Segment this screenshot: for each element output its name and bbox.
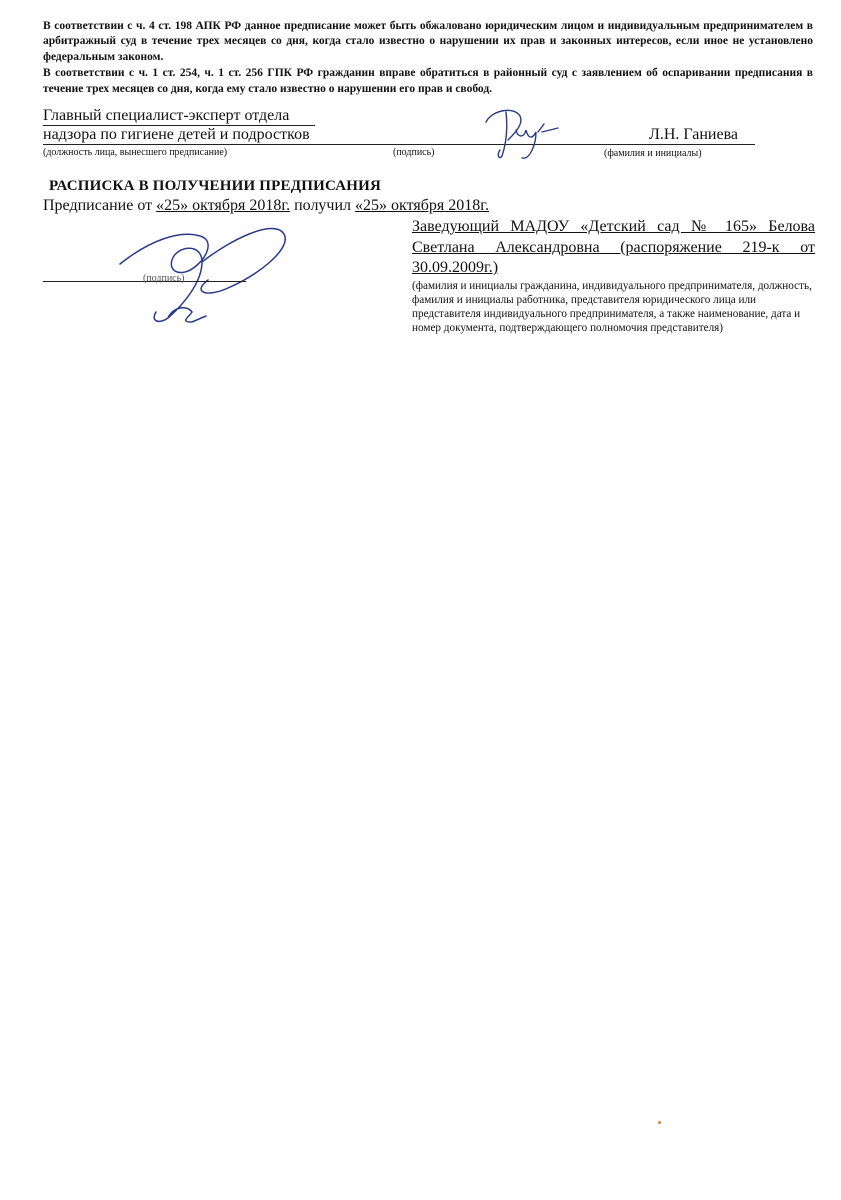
receipt-heading: РАСПИСКА В ПОЛУЧЕНИИ ПРЕДПИСАНИЯ: [49, 178, 382, 194]
issuer-signature-line: [43, 144, 755, 145]
receipt-middle: получил: [290, 197, 356, 214]
caption-issuer-name: (фамилия и инициалы): [604, 148, 702, 159]
legal-notice: [43, 19, 813, 97]
receipt-date-received: «25» октября 2018г.: [355, 197, 489, 214]
receipt-statement: [43, 197, 489, 215]
receiver-signature: [110, 222, 300, 332]
legal-notice-apk: В соответствии с ч. 4 ст. 198 АПК РФ данное предписание может быть обжаловано юридическим лицом и индивидуальным предпринимателем в арбитражный суд в течение трех месяцев со дня, когда стало известно о нарушении их прав и законных интересов, если иное не установлено федеральным законом.: [43, 20, 813, 63]
receipt-prefix: Предписание от: [43, 197, 157, 214]
issuer-position-line2: надзора по гигиене детей и подростков: [43, 126, 310, 143]
issuer-name: Л.Н. Ганиева: [649, 126, 739, 143]
receiver-representative-caption: (фамилия и инициалы гражданина, индивидуального предпринимателя, должность, фамилия и инициалы работника, представителя юридического лица или представителя индивидуального предпринимателя, а также наименование, дата и номер документа, подтверждающего полномочия представителя): [412, 280, 812, 334]
caption-receiver-signature: (подпись): [143, 273, 185, 284]
receipt-date-issued: «25» октября 2018г.: [156, 197, 291, 214]
receiver-representative: Заведующий МАДОУ «Детский сад № 165» Белова Светлана Александровна (распоряжение 219-к от 30.09.2009г.): [412, 218, 815, 276]
issuer-position-line1: Главный специалист-эксперт отдела: [43, 107, 290, 124]
scan-speck: [658, 1121, 661, 1124]
legal-notice-gpk: В соответствии с ч. 1 ст. 254, ч. 1 ст. 256 ГПК РФ гражданин вправе обратиться в районный суд с заявлением об оспаривании предписания в течение трех месяцев со дня, когда ему стало известно о нарушении его прав и свобод.: [43, 67, 813, 95]
caption-issuer-position: (должность лица, вынесшего предписание): [43, 147, 228, 158]
caption-issuer-signature: (подпись): [393, 147, 435, 158]
issuer-signature: [478, 104, 568, 164]
